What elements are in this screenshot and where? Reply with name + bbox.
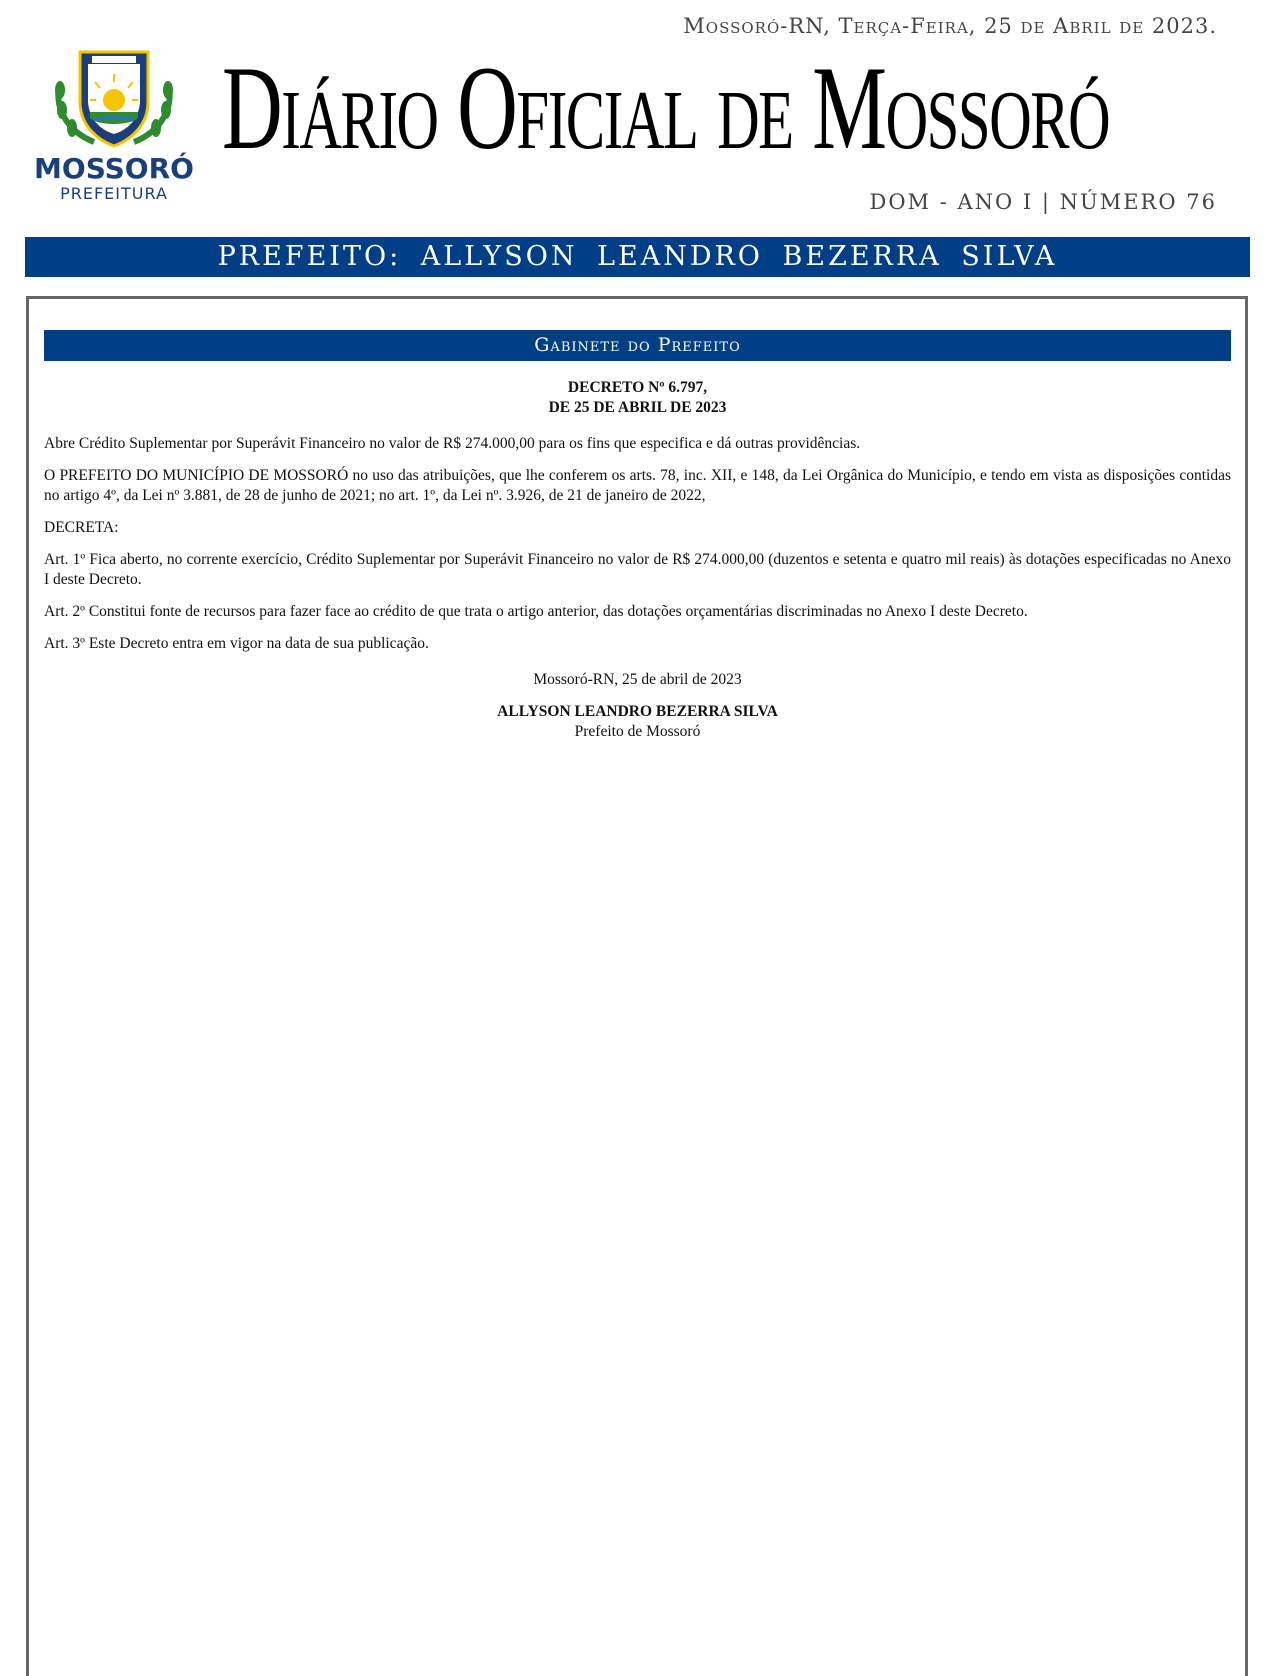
decree-decreta: DECRETA:: [44, 519, 119, 536]
mayor-banner: PREFEITO: ALLYSON LEANDRO BEZERRA SILVA: [25, 237, 1250, 277]
edition-number: DOM - ANO I | NÚMERO 76: [869, 190, 1217, 214]
decree-preamble: O PREFEITO DO MUNICÍPIO DE MOSSORÓ no uso das atribuições, que lhe conferem os arts. 78, inc. XII, e 148, da Lei Orgânica do Município, e tendo em vista as disposições contidas no artigo 4º, da Lei nº 3.881, de 28 de junho de 2021; no art. 1º, da Lei nº. 3.926, de 21 de janeiro de 2022,: [44, 467, 1231, 504]
decree-content: [44, 378, 1231, 742]
decree-date: DE 25 DE ABRIL DE 2023: [548, 399, 727, 416]
masthead-title: Diário Oficial de Mossoró: [222, 41, 1110, 174]
issue-date-line: Mossoró-RN, Terça-Feira, 25 de Abril de 2023.: [683, 14, 1217, 38]
municipal-coat-of-arms-icon: [50, 44, 178, 154]
signer-name: ALLYSON LEANDRO BEZERRA SILVA: [497, 703, 778, 720]
logo-city-name: MOSSORÓ: [34, 152, 194, 185]
decree-place-date: Mossoró-RN, 25 de abril de 2023: [533, 671, 742, 688]
logo-subtitle: PREFEITURA: [60, 184, 168, 203]
decree-article-1: Art. 1º Fica aberto, no corrente exercício, Crédito Suplementar por Superávit Financeiro no valor de R$ 274.000,00 (duzentos e setenta e quatro mil reais) às dotações especificadas no Anexo I deste Decreto.: [44, 551, 1231, 588]
decree-number: DECRETO Nº 6.797,: [567, 379, 708, 396]
prefeitura-logo: [22, 44, 206, 204]
decree-article-3: Art. 3º Este Decreto entra em vigor na data de sua publicação.: [44, 635, 429, 652]
signer-role: Prefeito de Mossoró: [574, 723, 701, 740]
section-title-bar: Gabinete do Prefeito: [44, 330, 1231, 361]
decree-summary: Abre Crédito Suplementar por Superávit Financeiro no valor de R$ 274.000,00 para os fins que especifica e dá outras providências.: [44, 435, 861, 452]
decree-article-2: Art. 2º Constitui fonte de recursos para fazer face ao crédito de que trata o artigo anterior, das dotações orçamentárias discriminadas no Anexo I deste Decreto.: [44, 603, 1028, 620]
masthead: [222, 38, 1222, 178]
